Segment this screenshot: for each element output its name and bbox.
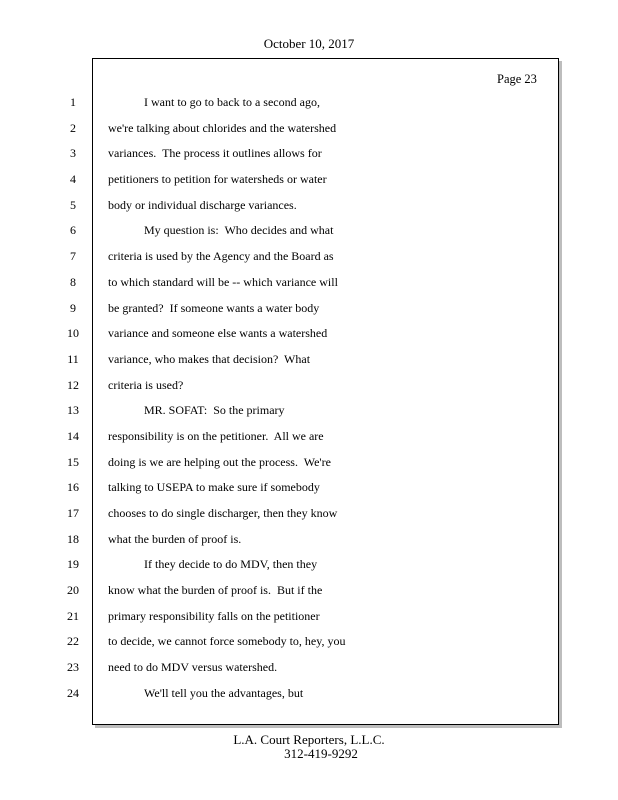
transcript-line: I want to go to back to a second ago, xyxy=(144,95,320,109)
header-date: October 10, 2017 xyxy=(263,36,355,51)
line-number: 3 xyxy=(70,146,76,161)
line-number: 11 xyxy=(67,351,79,366)
line-number: 2 xyxy=(70,120,76,135)
transcript-line: variance and someone else wants a watershed xyxy=(108,326,328,341)
transcript-line: body or individual discharge variances. xyxy=(108,197,297,212)
transcript-line: responsibility is on the petitioner. All we are xyxy=(108,428,324,443)
transcript-line: what the burden of proof is. xyxy=(108,531,242,546)
line-number: 17 xyxy=(67,506,79,520)
transcript-line: criteria is used by the Agency and the Board as xyxy=(108,249,334,264)
transcript-line: know what the burden of proof is. But if the xyxy=(108,583,323,598)
line-number: 9 xyxy=(70,300,76,315)
transcript-text xyxy=(108,95,548,712)
line-number: 7 xyxy=(70,249,76,264)
line-number: 19 xyxy=(67,557,79,572)
line-number: 6 xyxy=(70,223,76,238)
transcript-line: MR. SOFAT: So the primary xyxy=(144,403,285,418)
transcript-line: we're talking about chlorides and the watershed xyxy=(108,120,337,135)
footer xyxy=(0,733,618,761)
line-number: 12 xyxy=(67,377,79,392)
line-number: 23 xyxy=(67,660,79,675)
line-number: 20 xyxy=(67,583,79,598)
transcript-line: variance, who makes that decision? What xyxy=(108,351,311,366)
line-number: 18 xyxy=(67,531,79,546)
line-number: 5 xyxy=(70,197,76,212)
line-number: 14 xyxy=(67,428,79,443)
line-number: 24 xyxy=(67,685,79,700)
line-number: 8 xyxy=(70,274,76,289)
transcript-line: If they decide to do MDV, then they xyxy=(144,557,318,572)
page-number: Page 23 xyxy=(497,72,537,86)
transcript-line: petitioners to petition for watersheds or water xyxy=(108,172,327,187)
transcript-line: We'll tell you the advantages, but xyxy=(144,685,304,700)
line-number: 4 xyxy=(70,172,76,187)
transcript-line: My question is: Who decides and what xyxy=(144,223,334,238)
transcript-line: to which standard will be -- which variance will xyxy=(108,274,338,289)
line-number: 10 xyxy=(67,326,79,341)
line-number: 13 xyxy=(67,403,79,418)
transcript-line: criteria is used? xyxy=(108,377,184,392)
transcript-line: to decide, we cannot force somebody to, hey, you xyxy=(108,634,346,649)
line-number-column xyxy=(62,95,84,712)
line-number: 1 xyxy=(70,95,76,109)
footer-phone: 312-419-9292 xyxy=(284,746,358,761)
transcript-line: talking to USEPA to make sure if somebody xyxy=(108,480,320,495)
line-number: 16 xyxy=(67,480,79,495)
transcript-line: be granted? If someone wants a water body xyxy=(108,300,320,315)
transcript-line: primary responsibility falls on the petitioner xyxy=(108,608,320,623)
line-number: 21 xyxy=(67,608,79,623)
transcript-line: variances. The process it outlines allows for xyxy=(108,146,322,161)
transcript-line: chooses to do single discharger, then they know xyxy=(108,506,338,520)
transcript-line: need to do MDV versus watershed. xyxy=(108,660,278,675)
line-number: 22 xyxy=(67,634,79,649)
line-number: 15 xyxy=(67,454,79,469)
transcript-line: doing is we are helping out the process. We're xyxy=(108,454,331,469)
footer-company: L.A. Court Reporters, L.L.C. xyxy=(233,732,385,747)
